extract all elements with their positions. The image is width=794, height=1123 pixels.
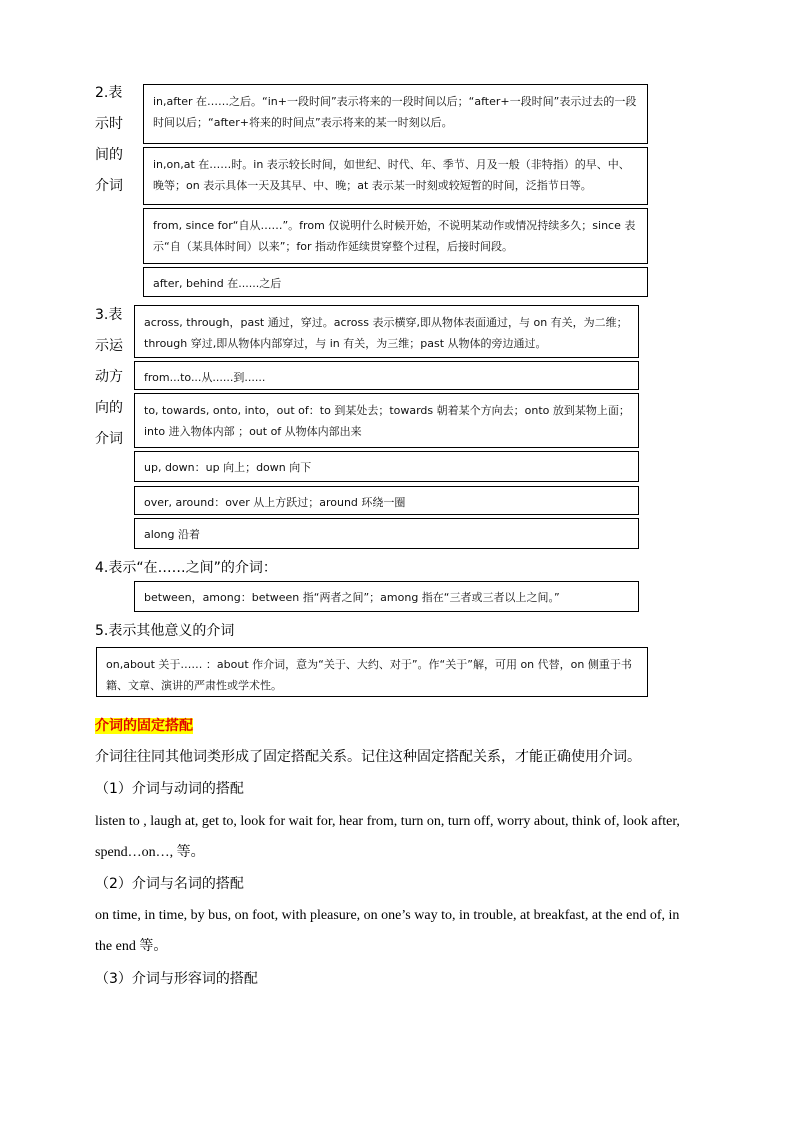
subheading-noun: （2）介词与名词的搭配 <box>95 876 244 892</box>
verb-collocations: listen to , laugh at, get to, look for wait for, hear from, turn on, turn off, worry about, think of, look after, spend…on…, 等。 <box>95 814 680 860</box>
subheading-verb: （1）介词与动词的搭配 <box>95 781 244 797</box>
direction-box-along: along 沿着 <box>134 518 639 549</box>
direction-box-from-to: from...to...从......到...... <box>134 361 639 390</box>
subheading-adjective: （3）介词与形容词的搭配 <box>95 971 258 987</box>
fixed-collocation-title <box>95 716 193 736</box>
time-box-after-behind: after, behind 在......之后 <box>143 267 648 297</box>
fixed-collocation-title-text: 介词的固定搭配 <box>95 718 193 734</box>
direction-box-across: across, through，past 通过，穿过。across 表示横穿,即从物体表面通过，与 on 有关，为二维；through 穿过,即从物体内部穿过，与 in 有关，为三维；past 从物体的旁边通过。 <box>134 305 639 358</box>
direction-box-over-around: over, around：over 从上方跃过；around 环绕一圈 <box>134 486 639 515</box>
time-box-in-after: in,after 在……之后。“in+一段时间”表示将来的一段时间以后；“after+一段时间”表示过去的一段时间以后；“after+将来的时间点”表示将来的某一时刻以后。 <box>143 84 648 144</box>
between-among-box: between，among：between 指“两者之间”；among 指在“三者或三者以上之间。” <box>134 581 639 612</box>
section-2-label: 2.表示时间的介词 <box>95 85 123 194</box>
noun-collocations: on time, in time, by bus, on foot, with pleasure, on one’s way to, in trouble, at breakfast, at the end of, in the end 等。 <box>95 908 680 954</box>
time-box-from-since-for: from, since for“自从……”。from 仅说明什么时候开始，不说明某动作或情况持续多久；since 表示“自（某具体时间）以来”；for 指动作延续贯穿整个过程，后接时间段。 <box>143 208 648 264</box>
on-about-box: on,about 关于…… ：about 作介词，意为“关于、大约、对于”。作“关于”解，可用 on 代替，on 侧重于书籍、文章、演讲的严肃性或学术性。 <box>96 647 648 697</box>
section-5-label: 5.表示其他意义的介词 <box>95 623 235 639</box>
section-4-label: 4.表示“在……之间”的介词： <box>95 560 277 576</box>
direction-box-up-down: up, down：up 向上；down 向下 <box>134 451 639 482</box>
time-box-in-on-at: in,on,at 在……时。in 表示较长时间，如世纪、时代、年、季节、月及一般（非特指）的早、中、晚等；on 表示具体一天及其早、中、晚；at 表示某一时刻或较短暂的时间，泛指节日等。 <box>143 147 648 205</box>
direction-box-to-towards: to, towards, onto, into，out of：to 到某处去；towards 朝着某个方向去；onto 放到某物上面；into 进入物体内部 ；out of 从物体内部出来 <box>134 393 639 448</box>
fixed-collocation-intro: 介词往往同其他词类形成了固定搭配关系。记住这种固定搭配关系，才能正确使用介词。 <box>95 749 641 765</box>
section-3-label: 3.表示运动方向的介词 <box>95 307 123 447</box>
